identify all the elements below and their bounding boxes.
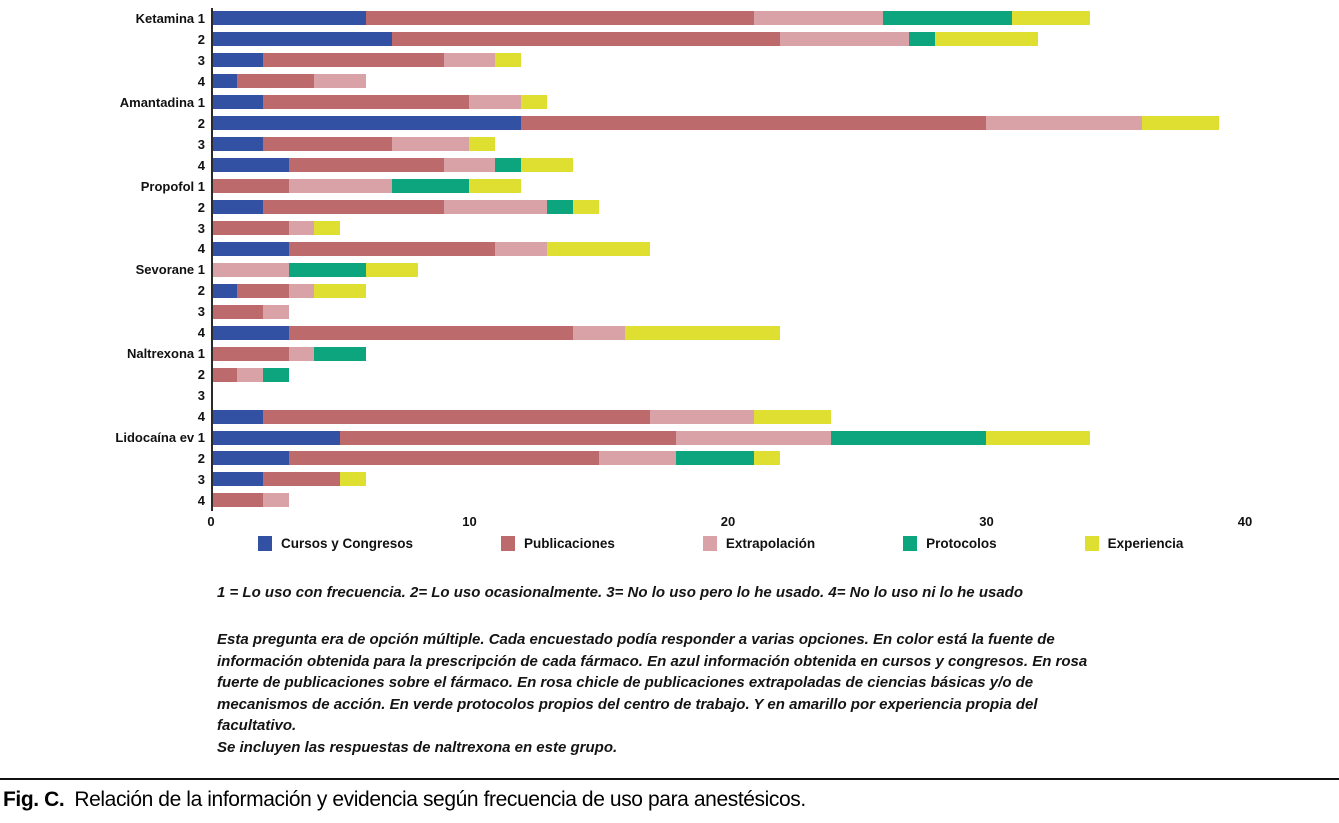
bar-row [0, 343, 1301, 364]
caption-divider [0, 778, 1339, 780]
legend-swatch-icon [1085, 536, 1099, 551]
bar-segment [573, 326, 625, 340]
bar-track [211, 305, 1301, 319]
bar-segment [289, 179, 392, 193]
footnote-line: facultativo. [217, 717, 297, 734]
bar-row [0, 406, 1301, 427]
bar-segment [289, 263, 367, 277]
bar-segment [289, 242, 496, 256]
bar-row [0, 280, 1301, 301]
bar-segment [754, 451, 780, 465]
bar-segment [289, 347, 315, 361]
bar-track [211, 116, 1301, 130]
bar-segment [289, 284, 315, 298]
category-label: Amantadina 1 [119, 94, 205, 110]
legend-swatch-icon [903, 536, 917, 551]
legend-item-extrapolacion [703, 536, 815, 551]
bar-segment [211, 137, 263, 151]
bar-segment [263, 305, 289, 319]
bar-track [211, 451, 1301, 465]
bar-track [211, 263, 1301, 277]
legend-label: Experiencia [1107, 536, 1184, 551]
bar-segment [211, 368, 237, 382]
bar-track [211, 11, 1301, 25]
bar-segment [547, 242, 650, 256]
category-label: 2 [197, 31, 205, 47]
bar-segment [211, 116, 521, 130]
bar-segment [211, 326, 289, 340]
figure-caption [3, 788, 806, 812]
bar-segment [469, 179, 521, 193]
bar-segment [211, 347, 289, 361]
category-label: 3 [197, 304, 205, 320]
legend-swatch-icon [703, 536, 717, 551]
footnote-line: Se incluyen las respuestas de naltrexona en este grupo. [217, 738, 618, 756]
bar-segment [211, 74, 237, 88]
bar-track [211, 410, 1301, 424]
x-tick: 20 [720, 514, 736, 529]
bar-segment [289, 326, 573, 340]
footnote-line: mecanismos de acción. En verde protocolos propios del centro de trabajo. Y en amarillo por experiencia propia del [217, 695, 1038, 713]
bar-segment [263, 53, 444, 67]
bar-segment [392, 137, 470, 151]
bar-segment [625, 326, 780, 340]
bar-segment [650, 410, 753, 424]
bar-row [0, 197, 1301, 218]
x-tick: 40 [1237, 514, 1253, 529]
bar-row [0, 322, 1301, 343]
category-label: 4 [197, 325, 205, 341]
bar-segment [211, 263, 289, 277]
bar-segment [314, 284, 366, 298]
bar-track [211, 368, 1301, 382]
bar-row [0, 92, 1301, 113]
bar-segment [340, 472, 366, 486]
bar-track [211, 347, 1301, 361]
legend-label: Protocolos [926, 536, 997, 551]
bar-segment [263, 95, 470, 109]
bar-segment [495, 53, 521, 67]
bar-segment [599, 451, 677, 465]
footnote-line: fuerte de publicaciones sobre el fármaco. En rosa chicle de publicaciones extrapoladas de ciencias básicas y/o de [217, 674, 1034, 691]
bar-segment [521, 116, 986, 130]
legend-item-publicaciones [501, 536, 615, 551]
legend-swatch-icon [258, 536, 272, 551]
bar-row [0, 113, 1301, 134]
category-label: Sevorane 1 [135, 262, 205, 278]
bar-track [211, 221, 1301, 235]
category-label: 3 [197, 388, 205, 404]
bar-segment [211, 242, 289, 256]
bar-track [211, 53, 1301, 67]
bar-segment [289, 221, 315, 235]
bar-segment [211, 410, 263, 424]
bar-segment [469, 95, 521, 109]
bar-segment [211, 221, 289, 235]
bar-row [0, 218, 1301, 239]
category-label: 2 [197, 283, 205, 299]
bar-segment [237, 284, 289, 298]
bar-row [0, 155, 1301, 176]
bar-segment [211, 284, 237, 298]
bar-segment [289, 158, 444, 172]
bar-segment [263, 410, 651, 424]
bar-row [0, 176, 1301, 197]
bar-track [211, 284, 1301, 298]
plot-rows [0, 8, 1301, 511]
bar-segment [211, 95, 263, 109]
bar-segment [263, 137, 392, 151]
bar-row [0, 134, 1301, 155]
category-label: 3 [197, 471, 205, 487]
bar-track [211, 472, 1301, 486]
x-tick: 10 [462, 514, 477, 529]
bar-row [0, 50, 1301, 71]
bar-track [211, 431, 1301, 445]
legend-item-cursos [258, 536, 413, 551]
bar-row [0, 364, 1301, 385]
bar-segment [211, 11, 366, 25]
bar-segment [986, 431, 1089, 445]
bar-segment [211, 32, 392, 46]
bar-track [211, 389, 1301, 403]
x-axis-ticks [207, 514, 1253, 532]
bar-segment [444, 53, 496, 67]
bar-track [211, 74, 1301, 88]
bar-segment [935, 32, 1038, 46]
bar-segment [831, 431, 986, 445]
bar-segment [314, 74, 366, 88]
legend-label: Extrapolación [725, 536, 816, 551]
bar-row [0, 448, 1301, 469]
bar-row [0, 8, 1301, 29]
bar-segment [237, 368, 263, 382]
bar-segment [754, 11, 883, 25]
bar-segment [986, 116, 1141, 130]
bar-segment [340, 431, 676, 445]
footnote-line: Esta pregunta era de opción múltiple. Cada encuestado podía responder a varias opciones. En color está la fuente de [217, 631, 1055, 648]
bar-row [0, 490, 1301, 511]
bar-segment [573, 200, 599, 214]
category-label: 3 [197, 52, 205, 68]
bar-segment [676, 431, 831, 445]
category-label: Propofol 1 [140, 178, 205, 194]
figure-footnote-paragraph [217, 629, 1332, 758]
bar-segment [676, 451, 754, 465]
bar-row [0, 259, 1301, 280]
y-axis-line [211, 8, 213, 511]
bar-track [211, 200, 1301, 214]
category-label: 2 [197, 199, 205, 215]
bar-track [211, 32, 1301, 46]
bar-segment [444, 200, 547, 214]
bar-track [211, 493, 1301, 507]
bar-segment [366, 11, 754, 25]
x-tick: 0 [207, 514, 215, 529]
bar-segment [366, 263, 418, 277]
footnote-line: información obtenida para la prescripción de cada fármaco. En azul información obtenida en cursos y congresos. En rosa [217, 652, 1088, 670]
category-label: 4 [197, 241, 205, 257]
bar-segment [211, 53, 263, 67]
bar-track [211, 158, 1301, 172]
bar-segment [392, 32, 780, 46]
bar-segment [314, 347, 366, 361]
bar-segment [263, 368, 289, 382]
bar-segment [1142, 116, 1220, 130]
bar-segment [392, 179, 470, 193]
bar-segment [211, 158, 289, 172]
bar-track [211, 326, 1301, 340]
category-label: Ketamina 1 [135, 10, 205, 26]
chart-legend [258, 536, 1183, 551]
category-label: 3 [197, 136, 205, 152]
bar-row [0, 71, 1301, 92]
frequency-scale-note: 1 = Lo uso con frecuencia. 2= Lo uso ocasionalmente. 3= No lo uso pero lo he usado. 4= No lo uso ni lo he usado [217, 584, 1023, 601]
category-label: 3 [197, 220, 205, 236]
legend-item-experiencia [1085, 536, 1184, 551]
category-label: 4 [197, 73, 205, 89]
bar-row [0, 29, 1301, 50]
bar-segment [780, 32, 909, 46]
bar-segment [521, 158, 573, 172]
stacked-bar-chart [0, 8, 1339, 568]
category-label: Naltrexona 1 [126, 346, 205, 362]
bar-segment [263, 493, 289, 507]
category-label: 2 [197, 367, 205, 383]
bar-row [0, 301, 1301, 322]
legend-label: Publicaciones [524, 536, 615, 551]
bar-segment [211, 493, 263, 507]
bar-segment [263, 200, 444, 214]
bar-segment [495, 158, 521, 172]
category-label: 2 [197, 115, 205, 131]
bar-segment [909, 32, 935, 46]
bar-track [211, 137, 1301, 151]
category-label: 4 [197, 409, 205, 425]
category-label: 2 [197, 450, 205, 466]
bar-segment [263, 472, 341, 486]
bar-segment [211, 472, 263, 486]
bar-segment [469, 137, 495, 151]
legend-item-protocolos [903, 536, 997, 551]
bar-row [0, 238, 1301, 259]
bar-segment [211, 179, 289, 193]
bar-segment [883, 11, 1012, 25]
bar-segment [211, 451, 289, 465]
category-label: Lidocaína ev 1 [115, 430, 205, 446]
bar-row [0, 469, 1301, 490]
category-label: 4 [197, 157, 205, 173]
figure-caption-label: Fig. C. [3, 788, 65, 811]
legend-label: Cursos y Congresos [281, 536, 414, 551]
bar-segment [211, 431, 340, 445]
x-tick: 30 [979, 514, 994, 529]
bar-row [0, 427, 1301, 448]
bar-segment [211, 305, 263, 319]
bar-row [0, 385, 1301, 406]
bar-track [211, 95, 1301, 109]
bar-segment [754, 410, 832, 424]
bar-segment [444, 158, 496, 172]
bar-segment [521, 95, 547, 109]
legend-swatch-icon [501, 536, 515, 551]
bar-segment [1012, 11, 1090, 25]
bar-segment [289, 451, 599, 465]
bar-track [211, 242, 1301, 256]
bar-segment [211, 200, 263, 214]
category-label: 4 [197, 492, 205, 508]
bar-track [211, 179, 1301, 193]
bar-segment [314, 221, 340, 235]
bar-segment [495, 242, 547, 256]
bar-segment [547, 200, 573, 214]
figure-caption-text: Relación de la información y evidencia según frecuencia de uso para anestésicos. [74, 788, 806, 811]
bar-segment [237, 74, 315, 88]
